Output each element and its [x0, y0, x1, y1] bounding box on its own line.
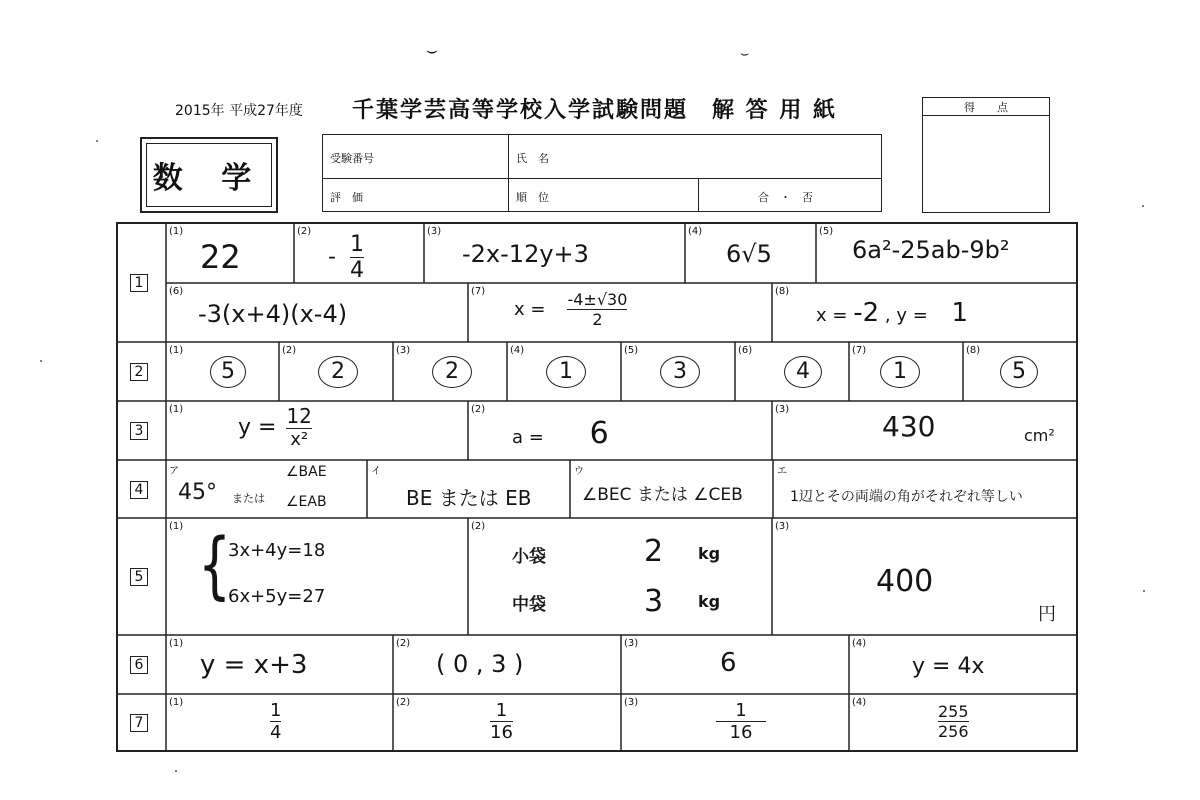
circled-answer: 4 [784, 356, 822, 388]
q-num: エ [777, 466, 787, 477]
q-num: (1) [169, 638, 184, 649]
numerator: 255 [938, 702, 969, 721]
answer-7-2 [490, 700, 513, 743]
circled-answer: 2 [318, 356, 358, 388]
q-num: (2) [282, 345, 297, 356]
answer-2-8 [1000, 356, 1038, 388]
q-num: (4) [688, 226, 703, 237]
answer-2-4 [546, 356, 586, 388]
answer-2-7 [880, 356, 920, 388]
unit-label: 円 [1038, 604, 1056, 625]
small-bag-value: 2 [644, 534, 664, 569]
q-num: (4) [852, 697, 867, 708]
answer-1-4: 6√5 [726, 240, 772, 268]
q-num: (1) [169, 345, 184, 356]
answer-value: 6 [589, 416, 609, 451]
answer-5-1-eq1: 3x+4y=18 [228, 540, 326, 561]
medium-bag-value: 3 [644, 584, 664, 619]
q-num: (1) [169, 521, 184, 532]
q-num: ウ [574, 466, 584, 477]
page-title: 千葉学芸高等学校入学試験問題 解 答 用 紙 [352, 98, 837, 123]
circled-answer: 1 [880, 356, 920, 388]
denominator: 16 [729, 722, 753, 743]
q-num: (1) [169, 697, 184, 708]
answer-fraction [270, 700, 281, 743]
subject-label: 数 学 [146, 143, 272, 207]
answer-4-i: BE または EB [406, 486, 532, 510]
q-num: (6) [738, 345, 753, 356]
answer-3-2 [512, 416, 609, 451]
rank-label: 順 位 [516, 191, 549, 204]
answer-1-3: -2x-12y+3 [462, 240, 589, 268]
answer-6-4: y = 4x [912, 654, 985, 679]
answer-4-a-bottom: ∠EAB [286, 494, 327, 510]
answer-2-6 [784, 356, 822, 388]
answer-2-1 [210, 356, 246, 388]
answer-2-3 [432, 356, 472, 388]
answer-1-7 [514, 290, 627, 329]
denominator: 256 [938, 722, 969, 741]
numerator: 1 [495, 700, 508, 721]
answer-3-3: 430 [882, 410, 936, 443]
evaluation-label: 評 価 [330, 191, 363, 204]
answer-1-6: -3(x+4)(x-4) [198, 300, 348, 328]
answer-6-2: ( 0 , 3 ) [436, 650, 524, 678]
separator: , [884, 305, 891, 326]
q-num: (3) [396, 345, 411, 356]
q-num: (7) [471, 286, 486, 297]
answer-1-1: 22 [200, 238, 241, 276]
denominator: 4 [349, 258, 364, 283]
circled-answer: 1 [546, 356, 586, 388]
q-num: (1) [169, 226, 184, 237]
small-bag-label: 小袋 [512, 547, 546, 567]
q-num: (6) [169, 286, 184, 297]
q-num: (2) [396, 697, 411, 708]
answer-7-4 [938, 702, 969, 741]
q-num: ア [169, 466, 179, 477]
q-num: (2) [396, 638, 411, 649]
numerator: 1 [735, 700, 747, 721]
answer-6-1: y = x+3 [200, 650, 308, 680]
answer-4-a-top: ∠BAE [286, 464, 327, 480]
numerator: -4±√30 [567, 290, 628, 309]
denominator: 4 [270, 722, 282, 743]
answer-4-a-or: または [232, 492, 265, 505]
score-label: 得 点 [964, 101, 1008, 114]
row-label-3: 3 [130, 422, 148, 440]
row-label-1: 1 [130, 274, 148, 292]
answer-fraction [490, 700, 513, 743]
unit-label: kg [698, 592, 721, 611]
q-num: (2) [297, 226, 312, 237]
q-num: (4) [852, 638, 867, 649]
q-num: (5) [624, 345, 639, 356]
denominator: 2 [592, 310, 603, 329]
q-num: (3) [427, 226, 442, 237]
brace: { [198, 524, 232, 608]
q-num: イ [371, 466, 381, 477]
circled-answer: 5 [210, 356, 246, 388]
denominator: x² [290, 429, 309, 450]
unit-label: kg [698, 544, 721, 563]
exam-year: 2015年 平成27年度 [175, 103, 303, 119]
answer-1-5: 6a²-25ab-9b² [852, 236, 1010, 264]
q-num: (2) [471, 521, 486, 532]
answer-prefix: a = [512, 427, 544, 448]
answer-1-8 [816, 298, 968, 328]
numerator: 12 [286, 404, 312, 428]
q-num: (5) [819, 226, 834, 237]
exam-number-label: 受験番号 [330, 152, 374, 165]
q-num: (4) [510, 345, 525, 356]
row-label-4: 4 [130, 481, 148, 499]
pass-fail-label: 合 ・ 否 [758, 191, 813, 204]
answer-5-1-eq2: 6x+5y=27 [228, 586, 326, 607]
q-num: (2) [471, 404, 486, 415]
row-label-6: 6 [130, 656, 148, 674]
answer-fraction [350, 232, 364, 283]
answer-7-1 [270, 700, 281, 743]
scan-mark: ⌣ [740, 46, 750, 62]
q-num: (8) [966, 345, 981, 356]
circled-answer: 2 [432, 356, 472, 388]
q-num: (1) [169, 404, 184, 415]
answer-fraction [567, 290, 627, 329]
answer-6-3: 6 [720, 648, 737, 678]
x-label: x = [816, 305, 848, 326]
answer-prefix: y = [238, 414, 277, 440]
denominator: 16 [490, 722, 513, 743]
scan-mark: ⌣ [426, 40, 438, 61]
answer-5-3: 400 [876, 564, 934, 599]
answer-4-u: ∠BEC または ∠CEB [582, 485, 743, 505]
answer-4-a-main: 45° [178, 480, 217, 505]
row-label-2: 2 [130, 363, 148, 381]
q-num: (8) [775, 286, 790, 297]
q-num: (3) [624, 638, 639, 649]
answer-fraction [286, 404, 311, 450]
q-num: (3) [624, 697, 639, 708]
answer-fraction [716, 700, 766, 743]
numerator: 1 [270, 700, 282, 721]
numerator: 1 [349, 232, 364, 257]
q-num: (7) [852, 345, 867, 356]
circled-answer: 5 [1000, 356, 1038, 388]
answer-prefix: x = [514, 299, 546, 320]
row-label-5: 5 [130, 568, 148, 586]
unit-label: cm² [1024, 426, 1055, 445]
answer-3-1 [238, 404, 312, 450]
y-value: 1 [951, 298, 969, 328]
answer-sign: - [328, 244, 336, 270]
answer-7-3 [716, 700, 766, 743]
y-label: y = [896, 305, 928, 326]
answer-2-5 [660, 356, 700, 388]
q-num: (3) [775, 404, 790, 415]
circled-answer: 3 [660, 356, 700, 388]
answer-2-2 [318, 356, 358, 388]
name-label: 氏 名 [516, 152, 549, 165]
answer-1-2 [328, 232, 364, 283]
medium-bag-label: 中袋 [512, 595, 546, 615]
q-num: (3) [775, 521, 790, 532]
answer-fraction [938, 702, 969, 741]
row-label-7: 7 [130, 714, 148, 732]
x-value: -2 [853, 298, 880, 328]
answer-4-e: 1辺とその両端の角がそれぞれ等しい [790, 489, 1023, 505]
